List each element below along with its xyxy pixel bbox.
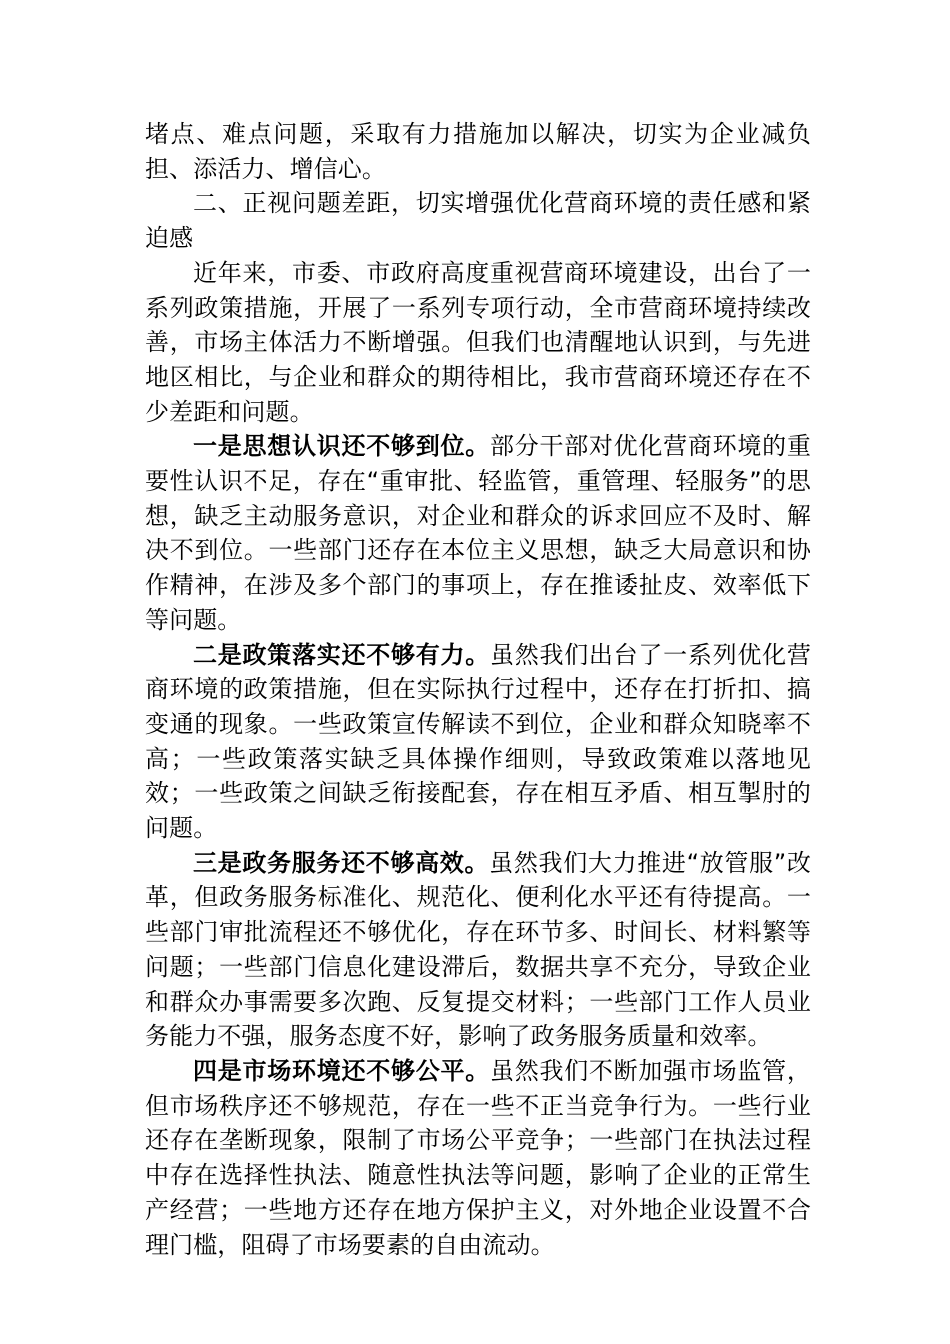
paragraph-point-4 [145, 1054, 811, 1262]
point-lead: 三是政务服务还不够高效。 [193, 848, 490, 877]
paragraph-text: 虽然我们大力推进“放管服”改革，但政务服务标准化、规范化、便利化水平还有待提高。一些部门审批流程还不够优化，存在环节多、时间长、材料繁等问题；一些部门信息化建设滞后，数据共享不充分，导致企业和群众办事需要多次跑、反复提交材料；一些部门工作人员业务能力不强，服务态度不好，影响了政务服务质量和效率。 [145, 848, 811, 1051]
paragraph-point-1 [145, 429, 811, 637]
section-heading-text: 二、正视问题差距，切实增强优化营商环境的责任感和紧迫感 [145, 189, 811, 253]
paragraph-text: 虽然我们不断加强市场监管，但市场秩序还不够规范，存在一些不正当竞争行为。一些行业还存在垄断现象，限制了市场公平竞争；一些部门在执法过程中存在选择性执法、随意性执法等问题，影响了企业的正常生产经营；一些地方还存在地方保护主义，对外地企业设置不合理门槛，阻碍了市场要素的自由流动。 [145, 1056, 811, 1259]
paragraph-point-2 [145, 638, 811, 846]
paragraph-intro [145, 256, 811, 430]
point-lead: 一是思想认识还不够到位。 [193, 432, 490, 461]
paragraph-text: 虽然我们出台了一系列优化营商环境的政策措施，但在实际执行过程中，还存在打折扣、搞变通的现象。一些政策宣传解读不到位，企业和群众知晓率不高；一些政策落实缺乏具体操作细则，导致政策难以落地见效；一些政策之间缺乏衔接配套，存在相互矛盾、相互掣肘的问题。 [145, 640, 811, 843]
document-page [145, 117, 811, 1262]
point-lead: 四是市场环境还不够公平。 [193, 1056, 490, 1085]
section-heading [145, 186, 811, 255]
point-lead: 二是政策落实还不够有力。 [193, 640, 490, 669]
paragraph-text: 堵点、难点问题，采取有力措施加以解决，切实为企业减负担、添活力、增信心。 [145, 120, 811, 183]
paragraph-point-3 [145, 846, 811, 1054]
paragraph-text: 近年来，市委、市政府高度重视营商环境建设，出台了一系列政策措施，开展了一系列专项行动，全市营商环境持续改善，市场主体活力不断增强。但我们也清醒地认识到，与先进地区相比，与企业和群众的期待相比，我市营商环境还存在不少差距和问题。 [145, 258, 811, 426]
paragraph-text: 部分干部对优化营商环境的重要性认识不足，存在“重审批、轻监管，重管理、轻服务”的思想，缺乏主动服务意识，对企业和群众的诉求回应不及时、解决不到位。一些部门还存在本位主义思想，缺乏大局意识和协作精神，在涉及多个部门的事项上，存在推诿扯皮、效率低下等问题。 [145, 432, 811, 634]
paragraph-continuation [145, 117, 811, 186]
